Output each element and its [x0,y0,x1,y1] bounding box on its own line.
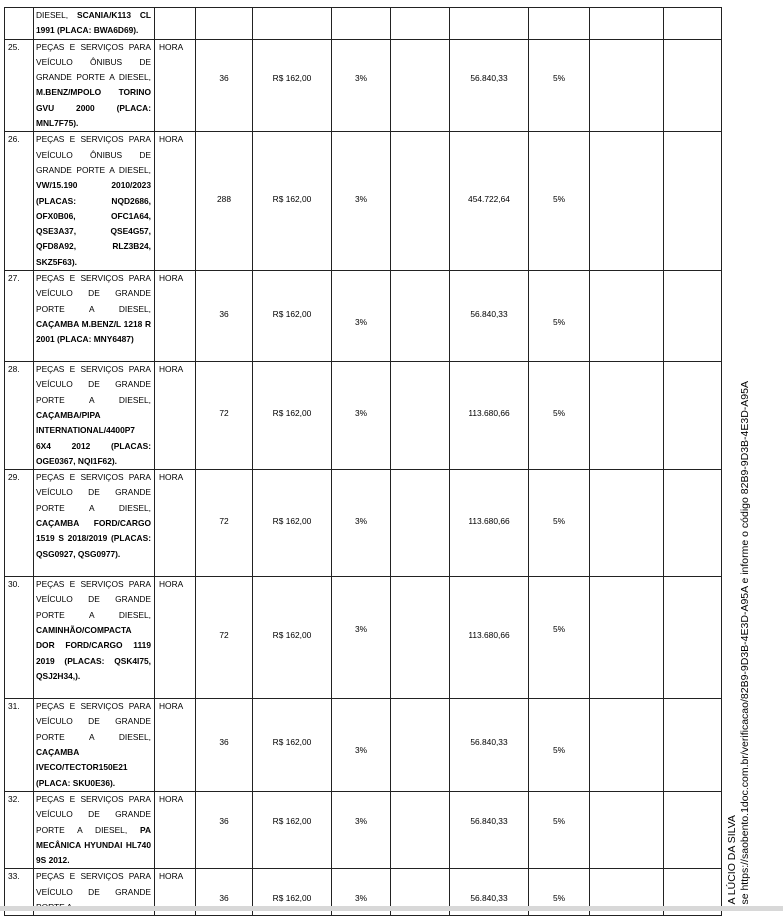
item-number: 30. [5,577,34,699]
item-percent-b [529,699,590,792]
item-number: 26. [5,132,34,271]
item-total-value: 56.840,33 [470,893,508,904]
item-number [5,8,34,40]
item-description [34,577,155,699]
item-total [450,362,529,470]
item-percent-b [529,132,590,271]
empty-cell [664,8,722,40]
description-text: PEÇAS E SERVIÇOS PARA VEÍCULO ÔNIBUS DE GRANDE PORTE A DIESEL, [36,41,151,83]
table-row [5,132,722,271]
item-number: 29. [5,470,34,577]
item-quantity [196,8,253,40]
item-quantity [196,271,253,362]
vehicle-identification: M.BENZ/MPOLO TORINO GVU 2000 (PLACA: MNL7F75). [36,87,151,129]
item-total-value: 56.840,33 [470,72,508,83]
item-unit: HORA [155,869,196,916]
empty-cell [590,132,664,271]
empty-cell [590,470,664,577]
item-percent-a-value: 3% [354,72,368,83]
side-signer-name: A LÚCIO DA SILVA [726,815,738,905]
item-unit-price-value: R$ 162,00 [272,408,312,419]
side-verification-link[interactable]: se https://saobento.1doc.com.br/verificacao/82B9-9D3B-4E3D-A95A e informe o código 82B9-9D3B-4E3D-A95A [739,381,751,905]
description-text: PEÇAS E SERVIÇOS PARA VEÍCULO DE GRANDE [36,871,151,897]
item-quantity-value: 36 [219,737,229,748]
vehicle-identification: CAÇAMBA/PIPA INTERNATIONAL/4400P7 6X4 2012 (PLACAS: OGE0367, NQI1F62). [36,409,151,466]
empty-cell [391,362,450,470]
item-number: 33. [5,869,34,916]
item-quantity-value: 36 [219,893,229,904]
table-row [5,699,722,792]
item-unit-price [253,8,332,40]
vehicle-identification: VW/15.190 2010/2023 (PLACAS: NQD2686, OFX0B06, OFC1A64, QSE3A37, QSE4G57, QFD8A92, RLZ3B24, SKZ5F63). [36,180,151,267]
item-unit-price [253,699,332,792]
item-percent-b-value: 5% [552,893,566,904]
item-total-value: 113.680,66 [468,408,510,419]
description-text: DIESEL, [36,10,69,20]
empty-cell [664,362,722,470]
empty-cell [664,470,722,577]
vehicle-identification: SCANIA/K113 CL 1991 (PLACA: BWA6D69). [36,10,151,36]
table-row [5,362,722,470]
table-row [5,8,722,40]
item-percent-a-value: 3% [354,893,368,904]
item-percent-a-value: 3% [354,624,368,635]
item-unit: HORA [155,132,196,271]
item-quantity [196,362,253,470]
item-unit: HORA [155,271,196,362]
item-percent-a [332,8,391,40]
item-total-value: 113.680,66 [468,516,510,527]
table-row [5,39,722,132]
table-row [5,470,722,577]
item-unit-price-value: R$ 162,00 [272,309,312,320]
empty-cell [391,8,450,40]
empty-cell [590,699,664,792]
item-unit: HORA [155,362,196,470]
item-total-value: 454.722,64 [468,194,510,205]
item-percent-b [529,470,590,577]
item-description [34,271,155,362]
item-quantity [196,699,253,792]
item-number: 27. [5,271,34,362]
item-percent-b-value: 5% [552,815,566,826]
items-table [4,7,722,916]
page-bottom-edge [0,906,783,911]
item-total [450,39,529,132]
table-row [5,577,722,699]
item-unit: HORA [155,39,196,132]
empty-cell [664,271,722,362]
item-total [450,470,529,577]
item-description [34,791,155,868]
empty-cell [391,271,450,362]
item-number: 31. [5,699,34,792]
empty-cell [590,8,664,40]
item-description [34,39,155,132]
item-total-value: 56.840,33 [470,815,508,826]
item-quantity [196,132,253,271]
item-percent-b [529,791,590,868]
item-percent-a [332,132,391,271]
item-unit: HORA [155,791,196,868]
item-quantity [196,791,253,868]
item-unit-price-value: R$ 162,00 [272,893,312,904]
item-quantity-value: 36 [219,309,229,320]
empty-cell [664,577,722,699]
vehicle-identification: CAÇAMBA FORD/CARGO 1519 S 2018/2019 (PLACAS: QSG0927, QSG0977). [36,518,151,559]
item-percent-a-value: 3% [354,516,368,527]
item-unit-price-value: R$ 162,00 [272,194,312,205]
item-number: 32. [5,791,34,868]
item-total [450,132,529,271]
empty-cell [590,577,664,699]
item-description [34,699,155,792]
item-percent-b-value: 5% [552,516,566,527]
item-percent-a [332,39,391,132]
item-total [450,8,529,40]
empty-cell [590,362,664,470]
empty-cell [391,39,450,132]
item-total-value: 56.840,33 [470,737,508,748]
item-quantity-value: 36 [219,72,229,83]
vehicle-identification: CAÇAMBA M.BENZ/L 1218 R 2001 (PLACA: MNY6487) [36,318,151,345]
item-percent-b [529,39,590,132]
item-unit-price-value: R$ 162,00 [272,815,312,826]
item-percent-b [529,8,590,40]
item-unit-price-value: R$ 162,00 [272,72,312,83]
item-description [34,362,155,470]
description-text: PEÇAS E SERVIÇOS PARA VEÍCULO DE GRANDE PORTE A DIESEL, [36,793,151,835]
empty-cell [664,39,722,132]
table-row [5,271,722,362]
item-percent-a-value: 3% [354,815,368,826]
item-percent-b [529,271,590,362]
item-total [450,699,529,792]
item-percent-a-value: 3% [354,194,368,205]
item-unit-price-value: R$ 162,00 [272,737,312,748]
item-unit-price [253,791,332,868]
empty-cell [590,271,664,362]
item-number: 25. [5,39,34,132]
vehicle-identification: PA MECÂNICA HYUNDAI HL740 9S 2012. [36,824,152,866]
empty-cell [391,470,450,577]
item-percent-a [332,362,391,470]
item-description [34,470,155,577]
item-percent-a-value: 3% [354,317,368,328]
description-text: PEÇAS E SERVIÇOS PARA VEÍCULO ÔNIBUS DE GRANDE PORTE A DIESEL, [36,134,151,175]
item-quantity-value: 72 [219,516,229,527]
item-description [34,132,155,271]
item-quantity-value: 288 [217,194,231,205]
empty-cell [664,132,722,271]
item-number: 28. [5,362,34,470]
empty-cell [664,699,722,792]
empty-cell [391,791,450,868]
empty-cell [590,39,664,132]
item-unit-price [253,271,332,362]
description-text: PEÇAS E SERVIÇOS PARA VEÍCULO DE GRANDE PORTE A DIESEL, [36,579,151,620]
item-total-value: 56.840,33 [470,309,508,320]
item-quantity [196,470,253,577]
item-total-value: 113.680,66 [468,630,510,641]
item-unit-price-value: R$ 162,00 [272,630,312,641]
description-text: PEÇAS E SERVIÇOS PARA VEÍCULO DE GRANDE PORTE A DIESEL, [36,273,151,314]
item-unit-price [253,39,332,132]
item-quantity [196,39,253,132]
item-unit-price-value: R$ 162,00 [272,516,312,527]
description-text: PEÇAS E SERVIÇOS PARA VEÍCULO DE GRANDE PORTE A DIESEL, [36,364,151,405]
item-unit-price [253,362,332,470]
item-percent-b-value: 5% [552,72,566,83]
item-unit [155,8,196,40]
item-quantity-value: 72 [219,630,229,641]
item-percent-a-value: 3% [354,745,368,756]
description-text: PEÇAS E SERVIÇOS PARA VEÍCULO DE GRANDE PORTE A DIESEL, [36,701,151,742]
empty-cell [391,132,450,271]
item-percent-a [332,470,391,577]
item-description [34,8,155,40]
item-quantity [196,577,253,699]
item-percent-b-value: 5% [552,745,566,756]
empty-cell [391,577,450,699]
item-percent-a-value: 3% [354,408,368,419]
item-percent-a [332,577,391,699]
item-unit: HORA [155,699,196,792]
item-percent-a [332,699,391,792]
item-unit: HORA [155,577,196,699]
vehicle-identification: CAÇAMBA IVECO/TECTOR150E21 (PLACA: SKU0E36). [36,747,128,788]
item-unit-price [253,470,332,577]
item-quantity-value: 72 [219,408,229,419]
empty-cell [590,791,664,868]
item-total [450,271,529,362]
item-percent-a [332,271,391,362]
item-percent-b-value: 5% [552,194,566,205]
item-quantity-value: 36 [219,815,229,826]
table-row [5,791,722,868]
item-percent-b [529,362,590,470]
item-percent-b-value: 5% [552,408,566,419]
item-unit-price [253,132,332,271]
item-percent-b-value: 5% [552,317,566,328]
empty-cell [664,791,722,868]
item-percent-b [529,577,590,699]
item-unit: HORA [155,470,196,577]
vehicle-identification: CAMINHÃO/COMPACTA DOR FORD/CARGO 1119 2019 (PLACAS: QSK4I75, QSJ2H34,). [36,625,151,681]
description-text: PEÇAS E SERVIÇOS PARA VEÍCULO DE GRANDE PORTE A DIESEL, [36,472,151,513]
item-unit-price [253,577,332,699]
item-percent-a [332,791,391,868]
item-total [450,791,529,868]
item-percent-b-value: 5% [552,624,566,635]
empty-cell [391,699,450,792]
item-total [450,577,529,699]
side-verification-note [726,381,752,905]
